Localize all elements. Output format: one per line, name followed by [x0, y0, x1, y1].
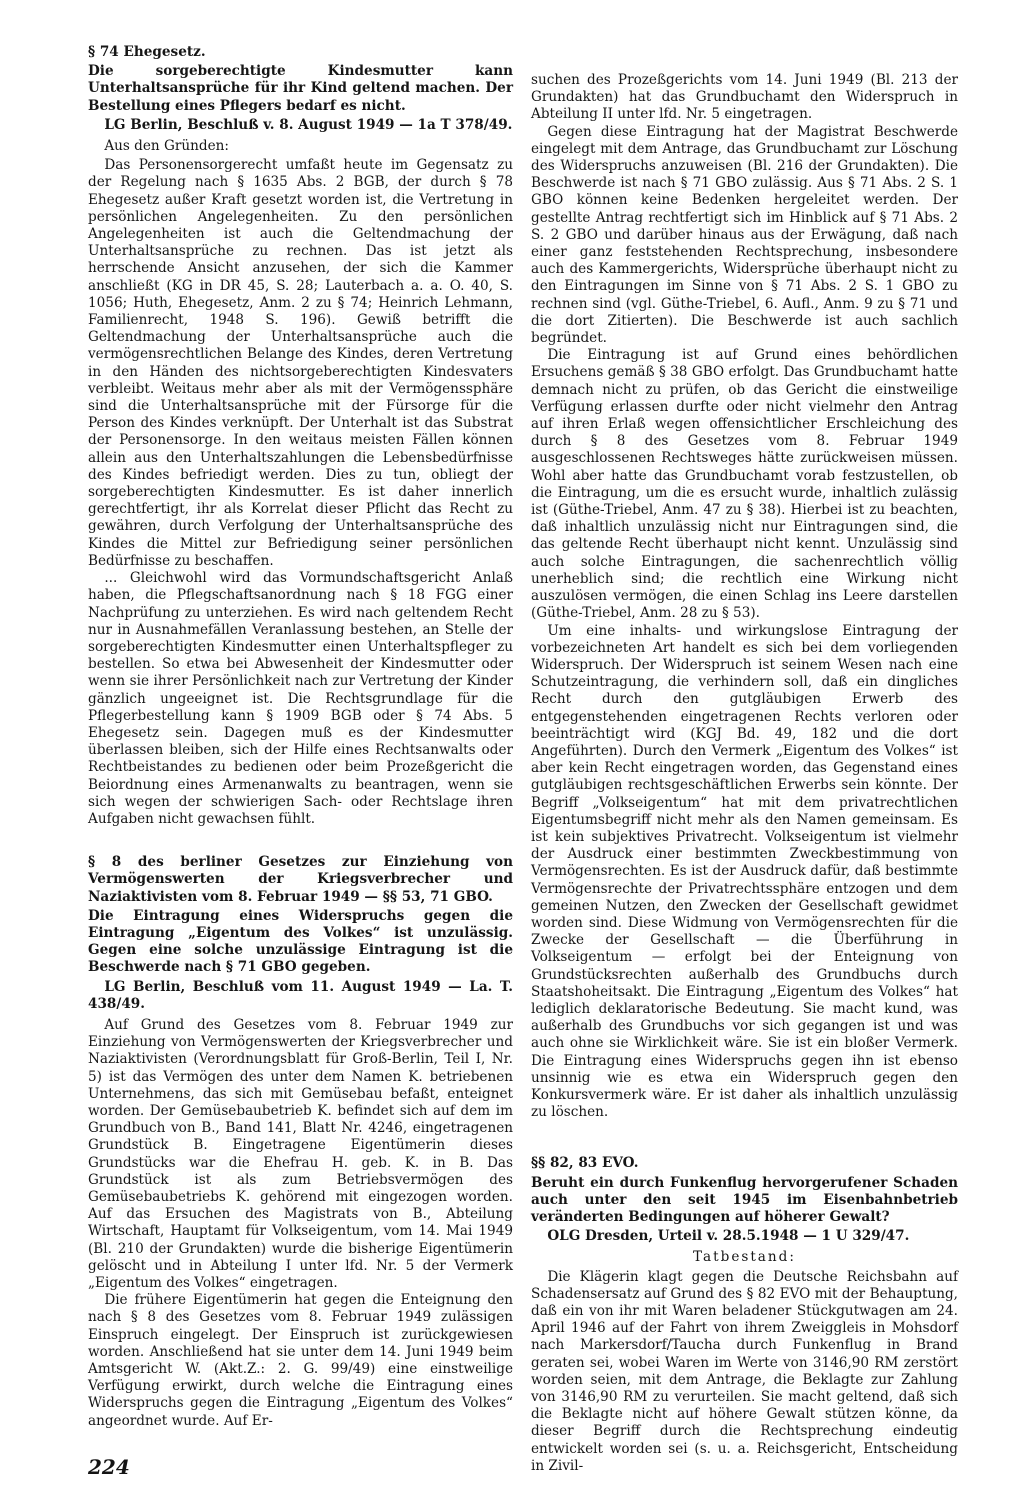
paragraph: Die frühere Eigentümerin hat gegen die Enteignung den nach § 8 des Gesetzes vom 8. Februar 1949 zulässigen Einspruch eingelegt. Der Einspruch ist zurückgewiesen worden. Anschließend hat sie unter dem 14. Juni 1949 beim Amtsgericht W. (Akt.Z.: 2. G. 99/49) eine einstweilige Verfügung erwirkt, durch welche die Eintragung eines Widerspruchs gegen die Eintragung „Eigentum des Volkes“ angeordnet wurde. Auf Er- — [88, 1292, 513, 1429]
paragraph: Die Klägerin klagt gegen die Deutsche Reichsbahn auf Schadensersatz auf Grund des § 82 EVO mit der Behauptung, daß ein von ihr mit Waren beladener Stückgutwagen am 24. April 1946 auf der Fahrt von ihrem Zweiggleis in Mohsdorf nach Markersdorf/Taucha durch Funkenflug in Brand geraten sei, wobei Waren im Werte von 3146,90 RM zerstört worden seien, mit dem Antrage, die Beklagte zur Zahlung von 3146,90 RM zu verurteilen. Sie macht geltend, daß sich die Beklagte nicht auf höhere Gewalt stützen könne, da dieser Begriff durch die Rechtsprechung eindeutig entwickelt worden sei (s. u. a. Reichsgericht, Entscheidung in Zivil- — [531, 1268, 958, 1474]
section-headnote: Die Eintragung eines Widerspruchs gegen die Eintragung „Eigentum des Volkes“ ist unzulässig. Gegen eine solche unzulässige Eintragung ist die Beschwerde nach § 71 GBO gegeben. — [88, 907, 513, 976]
section-spacer — [531, 1121, 958, 1155]
tatbestand-heading: Tatbestand: — [693, 1249, 796, 1266]
section-headnote: Die sorgeberechtigte Kindesmutter kann Unterhaltsansprüche für ihr Kind geltend machen. Der Bestellung eines Pflegers bedarf es nicht. — [88, 63, 513, 114]
section-law-heading: § 74 Ehegesetz. — [88, 44, 206, 60]
paragraph: Gegen diese Eintragung hat der Magistrat Beschwerde eingelegt mit dem Antrage, das Grundbuchamt zur Löschung des Widerspruchs anzuweisen (Bl. 216 der Grundakten). Die Beschwerde ist nach § 71 GBO zulässig. Aus § 71 Abs. 2 S. 1 GBO können keine Bedenken hergeleitet werden. Der gestellte Antrag rechtfertigt sich im Hinblick auf § 71 Abs. 2 S. 2 GBO und darüber hinaus aus der Erwägung, daß nach einer ganz feststehenden Rechtsprechung, insbesondere auch des Kammergerichts, Widersprüche überhaupt nicht zu den Eintragungen im Sinne von § 71 Abs. 2 S. 1 GBO zu rechnen sind (vgl. Güthe-Triebel, 6. Aufl., Anm. 9 zu § 71 und die dort Zitierten). Die Beschwerde ist auch sachlich begründet. — [531, 123, 958, 347]
section-court-citation: LG Berlin, Beschluß vom 11. August 1949 — La. T. 438/49. — [88, 978, 513, 1012]
paragraph: Das Personensorgerecht umfaßt heute im Gegensatz zu der Regelung nach § 1635 Abs. 2 BGB, der durch § 78 Ehegesetz außer Kraft gesetzt worden ist, die Vertretung in persönlichen Angelegenheiten. Zu den persönlichen Angelegenheiten ist auch die Geltendmachung der Unterhaltsansprüche zu rechnen. Das ist jetzt als herrschende Ansicht anzusehen, der sich die Kammer anschließt (KG in DR 45, S. 28; Lauterbach a. a. O. 40, S. 1056; Huth, Ehegesetz, Anm. 2 zu § 74; Heinrich Lehmann, Familienrecht, 1948 S. 196). Gewiß betrifft die Geltendmachung der Unterhaltsansprüche auch die vermögensrechtlichen Belange des Kindes, deren Vertretung in den Händen des nichtsorgeberechtigten Kindesvaters verbleibt. Weitaus mehr aber als mit der Vermögenssphäre sind die Unterhaltsansprüche mit der Fürsorge für die Person des Kindes verknüpft. Der Unterhalt ist das Substrat der Personensorge. In den weitaus meisten Fällen können allein aus den Unterhaltszahlungen die Lebensbedürfnisse des Kindes befriedigt werden. Dies zu tun, obliegt der sorgeberechtigten Kindesmutter. Es ist daher innerlich gerechtfertigt, ihr als Korrelat dieser Pflicht das Recht zu gewähren, durch Verfolgung der Unterhaltsansprüche des Kindes die Mittel zur Befriedigung seiner persönlichen Bedürfnisse zu beschaffen. — [88, 157, 513, 569]
right-column — [531, 72, 958, 1475]
section-law-heading: §§ 82, 83 EVO. — [531, 1155, 639, 1172]
section-headnote: Beruht ein durch Funkenflug hervorgerufener Schaden auch unter den seit 1945 im Eisenbahnbetrieb veränderten Bedingungen auf höherer Gewalt? — [531, 1174, 958, 1225]
section-intro: Aus den Gründen: — [104, 138, 229, 155]
section-court-citation: OLG Dresden, Urteil v. 28.5.1948 — 1 U 329/47. — [547, 1228, 910, 1245]
paragraph-continued: suchen des Prozeßgerichts vom 14. Juni 1949 (Bl. 213 der Grundakten) hat das Grundbuchamt den Widerspruch in Abteilung II unter lfd. Nr. 5 eingetragen. — [531, 72, 958, 123]
page-number: 224 — [88, 1455, 130, 1479]
section-spacer — [88, 828, 513, 854]
paragraph: ... Gleichwohl wird das Vormundschaftsgericht Anlaß haben, die Pflegschaftsanordnung nach § 18 FGG einer Nachprüfung zu unterziehen. Es wird nach geltendem Recht nur in Ausnahmefällen Veranlassung bestehen, an Stelle der sorgeberechtigten Kindesmutter einen Unterhaltspfleger zu bestellen. So etwa bei Abwesenheit der Kindesmutter oder wenn sie ihrer Persönlichkeit nach zur Vertretung der Kinder gänzlich ungeeignet ist. Die Rechtsgrundlage für die Pflegerbestellung kann § 1909 BGB oder § 74 Abs. 5 Ehegesetz sein. Dagegen muß es der Kindesmutter überlassen bleiben, sich der Hilfe eines Rechtsanwalts oder Rechtbeistandes zu bedienen oder beim Prozeßgericht die Beiordnung eines Armenanwalts zu beantragen, wenn sie sich wegen der schwierigen Sach- oder Rechtslage ihren Aufgaben nicht gewachsen fühlt. — [88, 570, 513, 827]
paragraph: Die Eintragung ist auf Grund eines behördlichen Ersuchens gemäß § 38 GBO erfolgt. Das Grundbuchamt hatte demnach nicht zu prüfen, ob das Gericht die einstweilige Verfügung erlassen durfte oder nicht vielmehr den Antrag auf ihren Erlaß wegen offensichtlicher Erschleichung des durch § 8 des Gesetzes vom 8. Februar 1949 ausgeschlossenen Rechtsweges hätte zurückweisen müssen. Wohl aber hatte das Grundbuchamt vorab festzustellen, ob die Eintragung, um die es ersucht wurde, inhaltlich zulässig ist (Güthe-Triebel, Anm. 47 zu § 38). Hierbei ist zu beachten, daß inhaltlich unzulässig nicht nur Eintragungen sind, die das geltende Recht überhaupt nicht kennt. Unzulässig sind auch solche Eintragungen, die sachenrechtlich völlig unerheblich sind; die rechtlich eine Wirkung nicht auszulösen vermögen, die einen Schlag ins Leere darstellen (Güthe-Triebel, Anm. 28 zu § 53). — [531, 347, 958, 622]
paragraph: Um eine inhalts- und wirkungslose Eintragung der vorbezeichneten Art handelt es sich bei dem vorliegenden Widerspruch. Der Widerspruch ist seinem Wesen nach eine Schutzeintragung, die verhindern soll, daß ein dingliches Recht durch den gutgläubigen Erwerb des entgegenstehenden eingetragenen Rechts verloren oder beeinträchtigt wird (KGJ Bd. 49, 182 und die dort Angeführten). Durch den Vermerk „Eigentum des Volkes“ ist aber kein Recht eingetragen worden, das Gegenstand eines gutgläubigen rechtsgeschäftlichen Erwerbs sein könnte. Der Begriff „Volkseigentum“ hat mit dem privatrechtlichen Eigentumsbegriff nicht mehr als den Namen gemeinsam. Es ist kein subjektives Privatrecht. Volkseigentum ist vielmehr der Ausdruck einer bestimmten Zweckbestimmung von Vermögensrechten. Es ist der Ausdruck dafür, daß bestimmte Vermögensrechte der Privatrechtssphäre entzogen und dem gemeinen Nutzen, den Zwecken der Gesellschaft gewidmet worden sind. Diese Widmung von Vermögensrechten für die Zwecke der Gesellschaft — die Überführung in Volkseigentum — erfolgt bei der Enteignung von Grundstücksrechten außerhalb des Grundbuchs durch Staatshoheitsakt. Die Eintragung „Eigentum des Volkes“ hat lediglich deklaratorische Bedeutung. Sie macht kund, was außerhalb des Grundbuchs vor sich gegangen ist und was auch ohne sie Wirklichkeit wäre. Sie ist ein bloßer Vermerk. Die Eintragung eines Widerspruchs gegen ihn ist ebenso unsinnig wie es etwa ein Widerspruch gegen den Konkursvermerk wäre. Er ist daher als inhaltlich unzulässig zu löschen. — [531, 622, 958, 1121]
section-court-citation: LG Berlin, Beschluß v. 8. August 1949 — 1a T 378/49. — [104, 116, 513, 133]
paragraph: Auf Grund des Gesetzes vom 8. Februar 1949 zur Einziehung von Vermögenswerten der Kriegsverbrecher und Naziaktivisten (Verordnungsblatt für Groß-Berlin, Teil I, Nr. 5) ist das Vermögen des unter dem Namen K. betriebenen Unternehmens, das sich mit Gemüsebau befaßt, enteignet worden. Der Gemüsebaubetrieb K. befindet sich auf dem im Grundbuch von B., Band 141, Blatt Nr. 4246, eingetragenen Grundstück B. Eingetragene Eigentümerin dieses Grundstücks war die Ehefrau H. geb. K. in B. Das Grundstück ist als zum Betriebsvermögen des Gemüsebaubetriebs K. gehörend mit eingezogen worden. Auf das Ersuchen des Magistrats von B., Abteilung Wirtschaft, Hauptamt für Volkseigentum, vom 14. Mai 1949 (Bl. 210 der Grundakten) wurde die bisherige Eigentümerin gelöscht und in Abteilung I unter lfd. Nr. 5 der Vermerk „Eigentum des Volkes“ eingetragen. — [88, 1016, 513, 1292]
left-column — [88, 44, 513, 1430]
section-law-heading: § 8 des berliner Gesetzes zur Einziehung von Vermögenswerten der Kriegsverbrecher und Naziaktivisten vom 8. Februar 1949 — §§ 53, 71 GBO. — [88, 854, 513, 905]
